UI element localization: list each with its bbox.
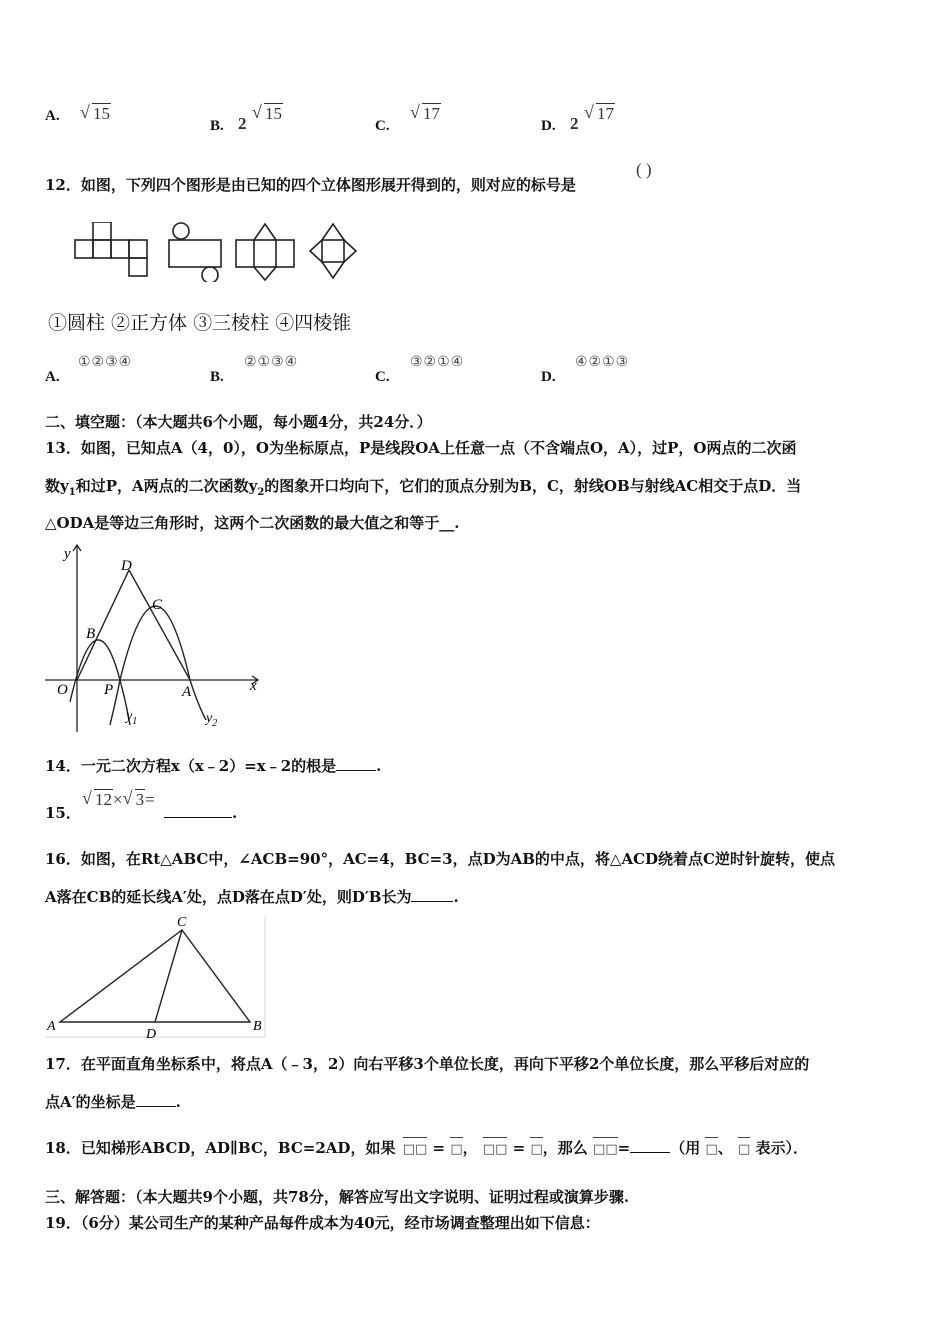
q15-num: 15． [45, 804, 81, 822]
q12-option-b-value: ②①③④ [244, 354, 299, 370]
q11-option-c: C. [375, 118, 390, 134]
point-b-label: B [253, 1019, 262, 1034]
q12-option-a: A. [45, 369, 60, 385]
cube-net [75, 222, 147, 276]
x-label: x [250, 678, 257, 694]
point-c-label: C [152, 597, 163, 613]
q17-line1: 17．在平面直角坐标系中，将点A（﹣3，2）向右平移3个单位长度，再向下平移2个单位长度，那么平移后对应的 [45, 1055, 810, 1073]
point-a-label: A [182, 684, 192, 700]
y-label: y [64, 546, 71, 562]
q11-option-d-coef: 2 [570, 114, 579, 133]
vector-ab: □□ [403, 1140, 428, 1160]
q11-option-b-coef: 2 [238, 114, 247, 133]
vector-b-ref: □ [738, 1140, 750, 1160]
q11-option-b: B. [210, 118, 224, 134]
q17-line2: 点A′的坐标是 . [45, 1093, 181, 1111]
vector-a: □ [450, 1140, 462, 1160]
vector-bc: □□ [483, 1140, 508, 1160]
q11-option-a-value [80, 104, 111, 124]
q12-option-b: B. [210, 369, 224, 385]
answer-blank [164, 817, 232, 818]
q19-text: 19．（6分）某公司生产的某种产品每件成本为40元，经市场调查整理出如下信息： [45, 1214, 600, 1232]
q15-expression: √ 12×√ 3= [82, 790, 155, 810]
sqrt-expression: √ 15 [80, 104, 111, 124]
q16-triangle-figure [40, 912, 270, 1042]
pyramid-net [310, 224, 356, 278]
q11-option-d: D. [541, 118, 556, 134]
parabola-y2 [110, 606, 206, 725]
q11-option-a [45, 106, 60, 125]
parabola-y1 [70, 640, 130, 725]
q12-option-c-value: ③②①④ [410, 354, 465, 370]
q13-line3: △ODA是等边三角形时，这两个二次函数的最大值之和等于__. [45, 514, 460, 532]
curve-y1-label: $y_1$ [126, 709, 138, 727]
q14-text: 14．一元二次方程x（x﹣2）=x﹣2的根是 . [45, 757, 382, 775]
answer-blank [630, 1152, 670, 1153]
vector-b: □ [530, 1140, 542, 1160]
q12-option-c: C. [375, 369, 390, 385]
answer-blank [411, 901, 453, 902]
q18-line: 18．已知梯形ABCD，AD∥BC，BC=2AD，如果 □□ = □， □□ = □，那么 □□= （用 □、 □ 表示）． [45, 1138, 808, 1160]
segment-cd [155, 930, 182, 1022]
q16-line2: A落在CB的延长线A′处，点D落在点D′处，则D′B长为 . [45, 888, 459, 906]
section-3-title: 三、解答题：（本大题共9个小题，共78分，解答应写出文字说明、证明过程或演算步骤. [45, 1188, 630, 1206]
point-o-label: O [57, 682, 68, 698]
q12-paren: ( ) [636, 160, 652, 179]
q12-legend: ①圆柱 ②正方体 ③三棱柱 ④四棱锥 [48, 312, 352, 334]
point-a-label: A [47, 1019, 56, 1034]
q13-line1: 13．如图，已知点A（4，0），O为坐标原点，P是线段OA上任意一点（不含端点O，A），过P，O两点的二次函 [45, 439, 797, 457]
q11-option-d-value: √ 17 [584, 104, 615, 124]
q12-option-d-value: ④②①③ [575, 354, 630, 370]
q12-option-a-value: ①②③④ [78, 354, 133, 370]
q15-blank: . [164, 803, 237, 823]
curve-y2-label: $y_2$ [206, 711, 218, 729]
unfolded-nets-figure [70, 222, 370, 282]
option-letter: A. [45, 108, 60, 124]
ray-od [77, 570, 129, 680]
triangle-abc [60, 930, 250, 1022]
point-d-label: D [121, 558, 132, 574]
cylinder-net [169, 223, 221, 282]
point-p-label: P [104, 682, 114, 698]
q12-option-d: D. [541, 369, 556, 385]
vector-a-ref: □ [705, 1140, 717, 1160]
point-b-label: B [86, 626, 96, 642]
q11-option-b-value: √ 15 [252, 104, 283, 124]
point-d-label: D [146, 1027, 157, 1042]
vector-cd: □□ [593, 1140, 618, 1160]
q16-line1: 16．如图，在Rt△ABC中，∠ACB=90°，AC=4，BC=3，点D为AB的中点，将△ACD绕着点C逆时针旋转，使点 [45, 850, 835, 868]
q11-option-c-value: √ 17 [410, 104, 441, 124]
q13-line2: 数$y_1$和过P，A两点的二次函数$y_2$的图象开口均向下，它们的顶点分别为B，C，射线OB与射线AC相交于点D．当 [45, 477, 802, 498]
q13-parabola-figure [40, 540, 275, 735]
answer-blank [136, 1106, 176, 1107]
answer-blank [336, 770, 376, 771]
section-2-title: 二、填空题：（本大题共6个小题，每小题4分，共24分．） [45, 413, 432, 431]
point-c-label: C [177, 915, 187, 930]
q12-text: 12．如图，下列四个图形是由已知的四个立体图形展开得到的，则对应的标号是 [45, 176, 576, 194]
prism-net [236, 224, 294, 280]
